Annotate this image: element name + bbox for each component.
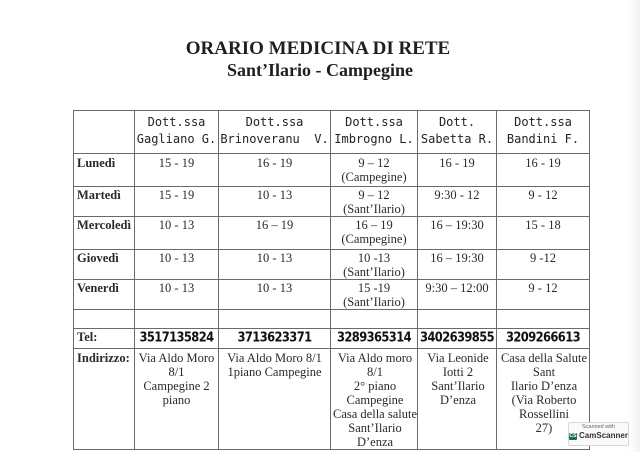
doctor-name: Brinoveranu V.	[220, 132, 329, 146]
address-line: Via Aldo moro 8/1	[337, 351, 413, 379]
table-row	[74, 217, 590, 250]
hours-cell: 16 - 19	[497, 154, 590, 187]
hours-cell: 9:30 - 12	[418, 187, 497, 217]
day-label: Mercoledì	[74, 217, 135, 250]
hours-cell: 10 - 13	[219, 250, 331, 280]
phone-number: 3209266613	[505, 328, 581, 346]
doctor-title: Dott.ssa	[514, 115, 572, 129]
hours-cell: 16 - 19	[418, 154, 497, 187]
hours-cell: 10 - 13	[135, 217, 219, 250]
corner-cell	[74, 111, 135, 154]
doctor-title: Dott.	[438, 115, 476, 129]
address-line: (Via Roberto Rossellini	[511, 393, 577, 421]
watermark-brand: CamScanner	[579, 431, 628, 440]
tel-label: Tel:	[74, 329, 135, 349]
doctor-header	[135, 111, 219, 154]
hours-cell: 9 - 12	[497, 187, 590, 217]
address-cell	[418, 349, 497, 450]
phone-cell	[497, 329, 590, 349]
address-line: Via Aldo Moro 8/1	[227, 351, 322, 365]
hours-cell: 10 - 13	[135, 280, 219, 310]
doctor-title: Dott.ssa	[245, 115, 304, 129]
address-line: 27)	[535, 421, 553, 435]
hours-cell: 16 - 19	[219, 154, 331, 187]
doctor-header	[331, 111, 418, 154]
phone-number: 3517135824	[139, 328, 214, 346]
phone-cell	[331, 329, 418, 349]
hours-cell: 16 – 19:30	[418, 217, 497, 250]
doctor-header	[219, 111, 331, 154]
hours-cell: 10 - 13	[135, 250, 219, 280]
doctor-name: Sabetta R.	[420, 132, 494, 146]
address-line: 1piano Campegine	[227, 365, 322, 379]
hours-cell: 15 - 19	[135, 154, 219, 187]
phone-number: 3713623371	[237, 328, 312, 346]
hours-cell: 10 - 13	[219, 187, 331, 217]
watermark-caption: Scanned with	[581, 424, 616, 430]
doctor-title: Dott.ssa	[147, 115, 206, 129]
address-line: Ilario D’enza	[510, 379, 578, 393]
hours-cell	[331, 217, 418, 250]
address-cell	[219, 349, 331, 450]
empty-row	[74, 310, 590, 329]
hours-cell: 9 – 12 (Sant’Ilario)	[331, 187, 418, 217]
hours-cell: 15 -19 (Sant’Ilario)	[331, 280, 418, 310]
hours-cell: 10 - 13	[219, 280, 331, 310]
phone-cell	[219, 329, 331, 349]
phone-cell	[135, 329, 219, 349]
phone-number: 3402639855	[419, 328, 495, 346]
address-cell	[135, 349, 219, 450]
hours-cell: 15 - 19	[135, 187, 219, 217]
address-line: Sant’Ilario D’enza	[431, 379, 485, 407]
phone-row	[74, 329, 590, 349]
location-text: (Campegine)	[341, 170, 407, 184]
empty-cell	[74, 310, 135, 329]
empty-cell	[219, 310, 331, 329]
hours-cell: 9 -12	[497, 250, 590, 280]
address-line: Via Aldo Moro 8/1	[138, 351, 215, 379]
doctor-title: Dott.ssa	[345, 115, 403, 129]
doctor-name: Gagliano G.	[136, 132, 217, 146]
day-label: Martedì	[74, 187, 135, 217]
table-row	[74, 154, 590, 187]
table-row	[74, 280, 590, 310]
empty-cell	[135, 310, 219, 329]
header-row	[74, 111, 590, 154]
hours-cell: 9 - 12	[497, 280, 590, 310]
empty-cell	[497, 310, 590, 329]
address-line: Casa della salute Sant’Ilario	[333, 407, 417, 435]
phone-cell	[418, 329, 497, 349]
hours-cell: 9:30 – 12:00	[418, 280, 497, 310]
day-label: Lunedì	[74, 154, 135, 187]
day-label: Venerdì	[74, 280, 135, 310]
camscanner-watermark	[568, 422, 629, 446]
hours-cell: 16 – 19	[219, 217, 331, 250]
schedule-table	[73, 110, 590, 450]
document-subtitle: Sant’Ilario - Campegine	[227, 60, 413, 80]
empty-cell	[418, 310, 497, 329]
doctor-header	[418, 111, 497, 154]
address-line: 2° piano Campegine	[346, 379, 404, 407]
hours-cell: 15 - 18	[497, 217, 590, 250]
location-text: (Campegine)	[341, 232, 407, 246]
empty-cell	[331, 310, 418, 329]
address-line: Casa della Salute Sant	[500, 351, 588, 379]
address-cell	[331, 349, 418, 450]
table-row	[74, 187, 590, 217]
address-line: Campegine 2 piano	[143, 379, 210, 407]
day-label: Giovedì	[74, 250, 135, 280]
camscanner-logo-icon: CS	[569, 432, 577, 439]
hours-text: 9 – 12	[358, 156, 390, 170]
address-label: Indirizzo:	[74, 349, 135, 450]
hours-text: 16 – 19	[355, 218, 393, 232]
table-row	[74, 250, 590, 280]
address-line: D’enza	[356, 435, 394, 449]
document-title: ORARIO MEDICINA DI RETE	[185, 38, 451, 59]
hours-cell: 16 – 19:30	[418, 250, 497, 280]
phone-number: 3289365314	[336, 328, 412, 346]
address-row	[74, 349, 590, 450]
doctor-header	[497, 111, 590, 154]
doctor-name: Imbrogno L.	[334, 132, 414, 146]
hours-cell	[331, 154, 418, 187]
hours-cell: 10 -13 (Sant’Ilario)	[331, 250, 418, 280]
address-line: Via Leonide Iotti 2	[427, 351, 489, 379]
doctor-name: Bandini F.	[506, 132, 580, 146]
